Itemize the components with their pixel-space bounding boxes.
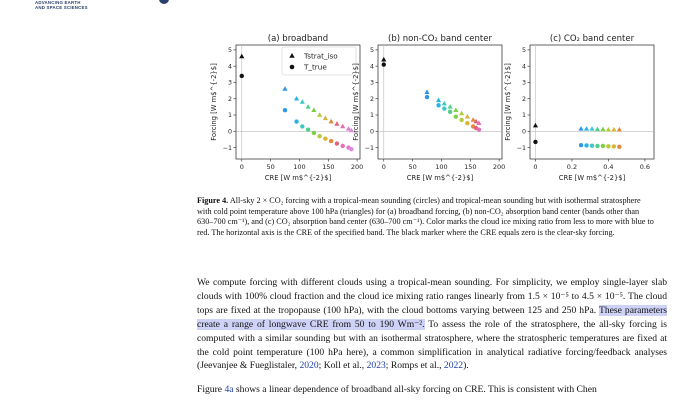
data-point-circle: [617, 145, 621, 149]
chart-legend: [282, 47, 356, 75]
y-tick-label: 2: [227, 95, 232, 103]
legend-label: T_true: [304, 62, 327, 72]
panel-title: (a) broadband: [267, 34, 329, 44]
data-point-triangle: [447, 104, 452, 109]
para1-text-5: ).: [463, 360, 469, 372]
caption-text: All-sky 2 × CO₂ forcing with a tropical-mean sounding (circles) and tropical-mean sounding but with isothermal stratosphere with cold point temperature above 100 hPa (triangles) for (a) broadband forcing, (b) non-CO₂ absorption band center (bands other than 630–700 cm⁻¹), and (c) CO₂ absorption band center (630–700 cm⁻¹). Color marks the cloud ice mixing ratio from less to more with blue to red. The horizontal axis is the CRE of the specified band. The black marker where the CRE equals zero is the clear-sky forcing.: [197, 196, 654, 237]
para1-text-1: We compute forcing with different clouds using a tropical-mean sounding. For simplicity, we employ single-layer slab clouds with 100% cloud fraction and the cloud ice mixing ratio ranges linearly from 1.5 × 10⁻⁵ to 4.5 × 10⁻⁵. The cloud tops are fixed at the tropopause (100 hPa), with the cloud bottoms varying between 125 and 250 hPa.: [197, 277, 667, 316]
body-paragraph-2: [197, 383, 667, 397]
data-point-triangle: [334, 121, 339, 126]
y-tick-label: 0: [227, 128, 232, 136]
data-point-triangle: [317, 112, 322, 117]
y-axis-label: Forcing [W m$^{-2}$]: [210, 63, 218, 141]
y-tick-label: 5: [369, 47, 374, 55]
y-axis-label: Forcing [W m$^{-2}$]: [504, 63, 512, 141]
data-point-circle: [533, 140, 537, 144]
data-point-circle: [349, 147, 353, 151]
chart-panel-c: [504, 34, 654, 182]
y-tick-label: 5: [227, 47, 232, 55]
x-tick-label: 0.2: [566, 163, 578, 171]
caption-label: Figure 4.: [197, 196, 229, 205]
data-point-triangle: [381, 57, 386, 62]
data-point-circle: [425, 95, 429, 99]
y-tick-label: 2: [521, 95, 526, 103]
data-point-circle: [283, 108, 287, 112]
data-point-circle: [584, 143, 588, 147]
data-point-circle: [465, 121, 469, 125]
citation-link-romps[interactable]: 2022: [443, 360, 464, 372]
data-point-circle: [448, 110, 452, 114]
para1-text-4: ; Romps et al.,: [385, 360, 444, 372]
data-point-circle: [612, 144, 616, 148]
y-tick-label: 0: [521, 128, 526, 136]
y-tick-label: 4: [227, 63, 232, 71]
data-point-triangle: [305, 104, 310, 109]
x-tick-label: 200: [492, 163, 506, 171]
figure-caption: [197, 196, 657, 238]
data-point-triangle: [282, 86, 287, 91]
data-point-triangle: [239, 54, 244, 59]
citation-link-jeevanjee[interactable]: 2020: [299, 360, 319, 372]
data-point-triangle: [589, 126, 594, 131]
x-axis-label: CRE [W m$^{-2}$]: [406, 174, 474, 182]
data-point-triangle: [578, 126, 583, 131]
panel-title: (c) CO₂ band center: [549, 34, 635, 44]
data-point-triangle: [584, 126, 589, 131]
data-point-circle: [436, 103, 440, 107]
data-point-circle: [606, 144, 610, 148]
x-tick-label: 0: [533, 163, 538, 171]
x-tick-label: 50: [408, 163, 417, 171]
data-point-triangle: [600, 127, 605, 132]
data-point-triangle: [329, 119, 334, 124]
data-point-triangle: [606, 127, 611, 132]
y-tick-label: 1: [521, 112, 526, 120]
y-tick-label: 5: [521, 47, 526, 55]
data-point-circle: [294, 119, 298, 123]
data-point-circle: [579, 143, 583, 147]
legend-circle-marker: [290, 65, 295, 70]
y-tick-label: 4: [369, 63, 374, 71]
data-point-circle: [590, 143, 594, 147]
figure-4: [0, 0, 677, 200]
data-point-circle: [240, 74, 244, 78]
chart-panel-a: [210, 34, 363, 182]
x-axis-label: CRE [W m$^{-2}$]: [264, 174, 332, 182]
data-point-triangle: [617, 127, 622, 132]
x-tick-label: 150: [322, 163, 335, 171]
y-tick-label: −1: [364, 144, 374, 152]
figure-link-4a[interactable]: 4a: [224, 384, 234, 395]
highlighted-text[interactable]: These parameters create a range of longwave CRE from 50 to 190 Wm⁻².: [197, 304, 667, 330]
data-point-circle: [335, 141, 339, 145]
x-tick-label: 150: [464, 163, 477, 171]
x-tick-label: 100: [435, 163, 448, 171]
y-tick-label: 3: [227, 79, 232, 87]
plot-frame: [530, 45, 654, 159]
y-tick-label: −1: [516, 144, 526, 152]
data-point-circle: [477, 127, 481, 131]
y-tick-label: 3: [521, 79, 526, 87]
data-point-triangle: [595, 127, 600, 132]
para2-text-2: shows a linear dependence of broadband all-sky forcing on CRE. This is consistent with Chen: [233, 384, 597, 395]
x-tick-label: 0.6: [639, 163, 651, 171]
citation-link-koll[interactable]: 2023: [366, 360, 386, 372]
legend-label: Tstrat_iso: [304, 51, 338, 61]
logo-text-line1: ADVANCING EARTH: [35, 0, 81, 5]
x-tick-label: 50: [266, 163, 275, 171]
data-point-triangle: [323, 115, 328, 120]
data-point-triangle: [442, 101, 447, 106]
data-point-circle: [459, 118, 463, 122]
data-point-circle: [306, 127, 310, 131]
para2-text-1: Figure: [197, 384, 225, 395]
x-tick-label: 0.4: [603, 163, 614, 171]
data-point-triangle: [453, 107, 458, 112]
x-tick-label: 100: [293, 163, 306, 171]
y-tick-label: 1: [369, 112, 374, 120]
data-point-circle: [382, 62, 386, 66]
x-tick-label: 0: [381, 163, 386, 171]
data-point-circle: [340, 144, 344, 148]
data-point-circle: [300, 124, 304, 128]
data-point-circle: [442, 106, 446, 110]
data-point-triangle: [300, 99, 305, 104]
data-point-triangle: [465, 114, 470, 119]
data-point-circle: [312, 131, 316, 135]
y-tick-label: 0: [369, 128, 374, 136]
data-point-circle: [595, 144, 599, 148]
para1-text-2: To assess the role of the stratosphere, the all-sky forcing is computed with a similar sounding but with an isothermal stratosphere, where the stratospheric temperatures are fixed at the cold point temperature (100 hPa here), a common simplification in analytical radiative forcing/feedback analyses (Jeevanjee & Fueglistaler,: [197, 318, 667, 372]
y-tick-label: 3: [369, 79, 374, 87]
x-tick-label: 0: [239, 163, 244, 171]
data-point-triangle: [611, 127, 616, 132]
data-point-triangle: [311, 107, 316, 112]
y-tick-label: 1: [227, 112, 232, 120]
data-point-circle: [317, 134, 321, 138]
data-point-circle: [454, 114, 458, 118]
data-point-triangle: [459, 111, 464, 116]
y-axis-label: Forcing [W m$^{-2}$]: [352, 63, 360, 141]
panel-title: (b) non-CO₂ band center: [388, 34, 492, 44]
logo-text-line2: AND SPACE SCIENCES: [35, 5, 88, 10]
chart-panel-b: [352, 34, 505, 182]
x-axis-label: CRE [W m$^{-2}$]: [558, 174, 626, 182]
data-point-circle: [329, 139, 333, 143]
data-point-triangle: [340, 124, 345, 129]
data-point-triangle: [294, 96, 299, 101]
data-point-triangle: [436, 98, 441, 103]
body-paragraph-1: [197, 276, 667, 373]
y-tick-label: 2: [369, 95, 374, 103]
x-tick-label: 200: [350, 163, 364, 171]
y-tick-label: 4: [521, 63, 526, 71]
y-tick-label: −1: [222, 144, 232, 152]
data-point-circle: [601, 144, 605, 148]
data-point-circle: [323, 136, 327, 140]
data-point-triangle: [424, 89, 429, 94]
data-point-triangle: [533, 123, 538, 128]
para1-text-3: ; Koll et al.,: [318, 360, 367, 372]
